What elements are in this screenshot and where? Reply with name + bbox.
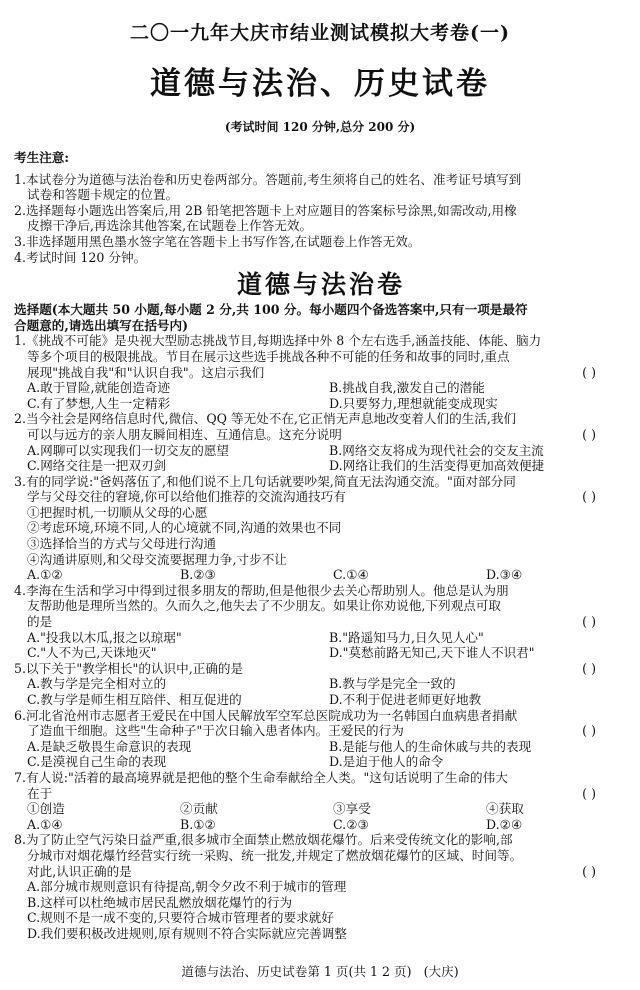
option-a: A.网聊可以实现我们一切交友的愿望 <box>27 442 230 458</box>
question-stem: 友帮助他是理所当然的。久而久之,他失去了不少朋友。如果让你劝说他,下列观点可取 <box>27 598 501 614</box>
option-a: A.部分城市规则意识有待提高,朝令夕改不利于城市的管理 <box>27 879 347 895</box>
question-8 <box>14 832 628 941</box>
option-d: D.是迫于他人的命令 <box>329 754 444 770</box>
question-stem: 了造血干细胞。这些"生命种子"于次日输入患者体内。王爱民的行为 ( ) <box>27 723 596 739</box>
sub-item: ②贡献 <box>180 801 218 817</box>
exam-title: 二〇一九年大庆市结业测试模拟大考卷(一) <box>130 22 510 44</box>
question-stem: 可以与远方的亲人朋友瞬间相连、互通信息。这充分说明 ( ) <box>27 426 596 442</box>
option-b: B.这样可以杜绝城市居民乱燃放烟花爆竹的行为 <box>27 894 293 910</box>
question-stem: 等多个项目的极限挑战。节目在展示这些选手挑战各种不可能的任务和故事的同时,重点 <box>27 348 510 364</box>
option-b: B.①② <box>180 816 216 832</box>
option-b: B.是能与他人的生命休戚与共的表现 <box>329 738 532 754</box>
option-c: C.网络交往是一把双刃剑 <box>27 458 167 474</box>
answer-paren: ( ) <box>582 723 596 739</box>
answer-paren: ( ) <box>582 863 596 879</box>
footer-region: (大庆) <box>423 964 459 979</box>
exam-body <box>14 150 628 942</box>
notice-line: 1.本试卷分为道德与法治卷和历史卷两部分。答题前,考生须将自己的姓名、准考证号填写到 <box>14 171 522 187</box>
option-c: C.教与学是师生相互陪伴、相互促进的 <box>27 692 242 707</box>
question-stem: 学与父母交往的窘境,你可以给他们推荐的交流沟通技巧有 ( ) <box>27 489 596 505</box>
answer-paren: ( ) <box>582 614 596 630</box>
page-footer <box>0 961 640 980</box>
option-c: C.有了梦想,人生一定精彩 <box>27 395 171 411</box>
question-stem: 1.《挑战不可能》是央视大型励志挑战节目,每期选择中外 8 个左右选手,涵盖技能、体能、脑力 <box>14 333 542 349</box>
option-a: A.是缺乏敬畏生命意识的表现 <box>27 738 192 754</box>
question-stem: 5.以下关于"教学相长"的认识中,正确的是 ( ) <box>14 660 596 676</box>
question-stem: 7.有人说:"活着的最高境界就是把他的整个生命奉献给全人类。"这句话说明了生命的伟大 <box>14 769 508 785</box>
question-7 <box>14 770 628 832</box>
option-a: A.教与学是完全相对立的 <box>27 676 167 692</box>
answer-paren: ( ) <box>582 489 596 505</box>
notice-line: 4.考试时间 120 分钟。 <box>14 249 147 265</box>
option-c: C.规则不是一成不变的,只要符合城市管理者的要求就好 <box>27 910 334 926</box>
answer-paren: ( ) <box>582 364 596 380</box>
option-d: D.网络让我们的生活变得更加高效便捷 <box>329 458 545 474</box>
sub-item: ①创造 <box>27 801 65 817</box>
notice-line: 3.非选择题用黑色墨水签字笔在答题卡上书写作答,在试题卷上作答无效。 <box>14 233 421 249</box>
option-d: D."莫愁前路无知己,天下谁人不识君" <box>329 645 535 661</box>
option-c: C."人不为己,天诛地灭" <box>27 645 157 661</box>
notice-line: 2.选择题每小题选出答案后,用 2B 铅笔把答题卡上对应题目的答案标号涂黑,如需改动,用橡 <box>14 202 517 218</box>
answer-paren: ( ) <box>582 785 596 801</box>
notice-heading: 考生注意: <box>14 150 70 165</box>
sub-item: ④沟通讲原则,和父母交流要据理力争,寸步不让 <box>27 551 287 567</box>
footer-text: 道德与法治、历史试卷第 1 页(共 1 2 页) <box>181 964 412 979</box>
exam-time: (考试时间 120 分钟,总分 200 分) <box>224 120 416 134</box>
answer-paren: ( ) <box>582 426 596 442</box>
option-a: A.敢于冒险,就能创造奇迹 <box>27 380 171 396</box>
question-stem: 4.李海在生活和学习中得到过很多朋友的帮助,但是他很少去关心帮助别人。他总是认为朋 <box>14 582 509 598</box>
question-4 <box>14 583 628 661</box>
question-stem: 3.有的同学说:"爸妈落伍了,和他们说不上几句话就要吵架,简直无法沟通交流。"面对部分同 <box>14 473 516 489</box>
question-stem: 2.当今社会是网络信息时代,微信、QQ 等无处不在,它正悄无声息地改变着人们的生活,我们 <box>14 411 517 427</box>
option-c: C.是漠视自己生命的表现 <box>27 754 167 770</box>
option-b: B.教与学是完全一致的 <box>329 676 456 692</box>
question-stem: 8.为了防止空气污染日益严重,很多城市全面禁止燃放烟花爆竹。后来受传统文化的影响,部 <box>14 832 513 848</box>
subject-title: 道德与法治、历史试卷 <box>150 66 490 102</box>
option-a: A.①② <box>27 567 63 583</box>
sub-item: ②考虑环境,环境不同,人的心境就不同,沟通的效果也不同 <box>27 520 342 536</box>
sub-item: ①把握时机,一切顺从父母的心愿 <box>27 504 208 520</box>
section-description: 选择题(本大题共 50 小题,每小题 2 分,共 100 分。每小题四个备选答案中,只有一项是最符 <box>14 302 528 318</box>
option-d: D.③④ <box>486 567 523 583</box>
notice-line: 试卷和答题卡规定的位置。 <box>27 187 179 203</box>
option-b: B."路遥知马力,日久见人心" <box>329 629 484 645</box>
question-stem: 6.河北省沧州市志愿者王爱民在中国人民解放军空军总医院成功为一名韩国白血病患者捐献 <box>14 707 518 723</box>
question-stem: 在于 ( ) <box>27 785 596 801</box>
option-b: B.②③ <box>180 567 216 583</box>
section-title: 道德与法治卷 <box>236 270 405 300</box>
question-stem: 的是 ( ) <box>27 614 596 630</box>
notice-list <box>14 172 628 266</box>
option-d: D.我们要积极改进规则,原有规则不符合实际就应完善调整 <box>27 925 347 941</box>
notice-line: 皮擦干净后,再选涂其他答案,在试题卷上作答无效。 <box>27 218 313 234</box>
answer-paren: ( ) <box>582 660 596 676</box>
option-c: C.①④ <box>333 567 369 583</box>
question-stem: 对此,认识正确的是 ( ) <box>27 863 596 879</box>
option-d: D.不利于促进老师更好地教 <box>329 692 482 707</box>
option-a: A.①④ <box>27 816 63 832</box>
question-6 <box>14 708 628 770</box>
question-stem: 展现"挑战自我"和"认识自我"。这启示我们 ( ) <box>27 364 596 380</box>
question-3 <box>14 474 628 583</box>
option-d: D.只要努力,理想就能变成现实 <box>329 395 498 411</box>
sub-item: ③享受 <box>333 801 371 817</box>
question-2 <box>14 411 628 473</box>
question-1 <box>14 333 628 411</box>
section-description: 合题意的,请选出填写在括号内) <box>14 317 189 333</box>
option-a: A."投我以木瓜,报之以琼琚" <box>27 629 182 645</box>
option-b: B.网络交友将成为现代社会的交友主流 <box>329 442 544 458</box>
option-b: B.挑战自我,激发自己的潜能 <box>329 380 485 396</box>
sub-item: ④获取 <box>486 801 524 817</box>
question-5 <box>14 661 628 708</box>
sub-item: ③选择恰当的方式与父母进行沟通 <box>27 536 216 552</box>
option-d: D.②④ <box>486 816 523 832</box>
question-stem: 分城市对烟花爆竹经营实行统一采购、统一批发,并规定了燃放烟花爆竹的区域、时间等。 <box>27 847 523 863</box>
option-c: C.②③ <box>333 816 369 832</box>
